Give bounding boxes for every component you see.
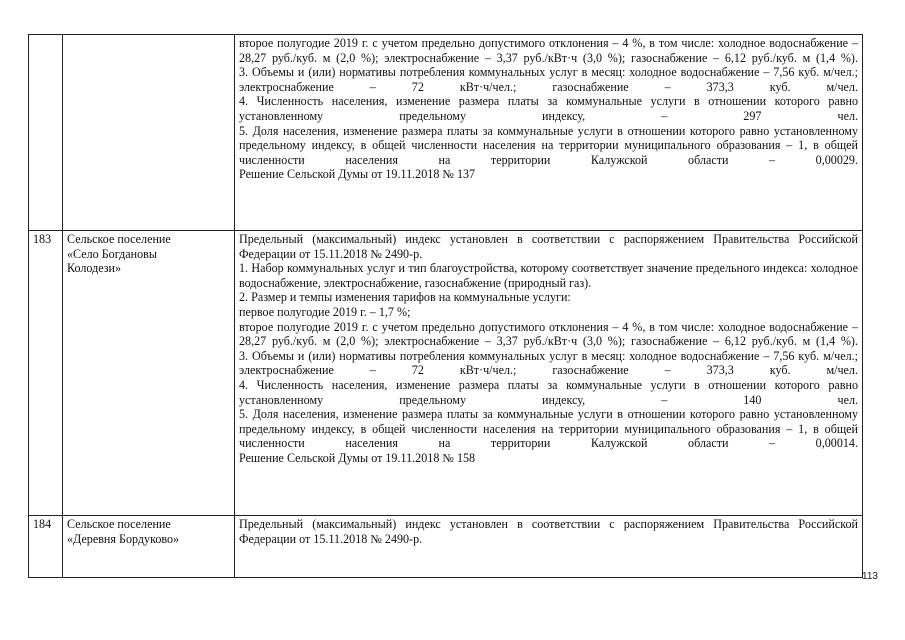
settlement-name-line: Сельское поселение: [67, 517, 171, 531]
settlement-name: [63, 516, 235, 578]
paragraph: Предельный (максимальный) индекс установлен в соответствии с распоряжением Правительства Российской Федерации от 15.11.2018 № 2490-р.: [239, 232, 858, 261]
paragraph: 5. Доля населения, изменение размера платы за коммунальные услуги в отношении которого равно установленному предельному индексу, в общей численности населения на территории муниципального образования – 1, в общей численности населения на территории Калужской области – 0,00014.: [239, 407, 858, 451]
paragraph: Предельный (максимальный) индекс установлен в соответствии с распоряжением Правительства Российской Федерации от 15.11.2018 № 2490-р.: [239, 517, 858, 546]
row-description: [235, 516, 863, 578]
table-row: [29, 516, 863, 578]
paragraph: 3. Объемы и (или) нормативы потребления коммунальных услуг в месяц: холодное водоснабжение – 7,56 куб. м/чел.; электроснабжение – 72 кВт·ч/чел.; газоснабжение – 373,3 куб. м/чел.: [239, 348, 858, 378]
settlement-name-line: «Село Богдановы: [67, 246, 157, 261]
row-number: 183: [29, 231, 63, 516]
settlement-name: [63, 231, 235, 516]
paragraph: 2. Размер и темпы изменения тарифов на коммунальные услуги:: [239, 290, 571, 305]
settlement-name-line: «Деревня Бордуково»: [67, 531, 180, 546]
paragraph: второе полугодие 2019 г. с учетом предельно допустимого отклонения – 4 %, в том числе: холодное водоснабжение – 28,27 руб./куб. м (2,0 %); электроснабжение – 3,37 руб./кВт·ч (3,0 %); газоснабжение – 6,12 руб./куб. м (1,4 %).: [239, 319, 858, 349]
settlement-name: [63, 35, 235, 231]
table-row: [29, 231, 863, 516]
paragraph: 4. Численность населения, изменение размера платы за коммунальные услуги в отношении которого равно установленному предельному индексу, – 140 чел.: [239, 377, 858, 407]
paragraph: 1. Набор коммунальных услуг и тип благоустройства, которому соответствует значение предельного индекса: холодное водоснабжение, электроснабжение, газоснабжение (природный газ).: [239, 261, 858, 290]
page-number: 113: [862, 571, 878, 582]
tariff-table: [28, 34, 863, 578]
table-row: [29, 35, 863, 231]
row-number: [29, 35, 63, 231]
decision-reference: Решение Сельской Думы от 19.11.2018 № 158: [239, 450, 476, 465]
decision-reference: Решение Сельской Думы от 19.11.2018 № 137: [239, 167, 476, 182]
paragraph: второе полугодие 2019 г. с учетом предельно допустимого отклонения – 4 %, в том числе: холодное водоснабжение – 28,27 руб./куб. м (2,0 %); электроснабжение – 3,37 руб./кВт·ч (3,0 %); газоснабжение – 6,12 руб./куб. м (1,4 %).: [239, 36, 858, 65]
paragraph: первое полугодие 2019 г. – 1,7 %;: [239, 304, 411, 319]
paragraph: 3. Объемы и (или) нормативы потребления коммунальных услуг в месяц: холодное водоснабжение – 7,56 куб. м/чел.; электроснабжение – 72 кВт·ч/чел.; газоснабжение – 373,3 куб. м/чел.: [239, 65, 858, 94]
settlement-name-line: Сельское поселение: [67, 232, 171, 246]
row-description: [235, 35, 863, 231]
paragraph: 4. Численность населения, изменение размера платы за коммунальные услуги в отношении которого равно установленному предельному индексу, – 297 чел.: [239, 94, 858, 123]
paragraph: 5. Доля населения, изменение размера платы за коммунальные услуги в отношении которого равно установленному предельному индексу, в общей численности населения на территории муниципального образования – 1, в общей численности населения на территории Калужской области – 0,00029.: [239, 123, 858, 167]
settlement-name-line: Колодези»: [67, 261, 122, 276]
row-description: [235, 231, 863, 516]
row-number: 184: [29, 516, 63, 578]
